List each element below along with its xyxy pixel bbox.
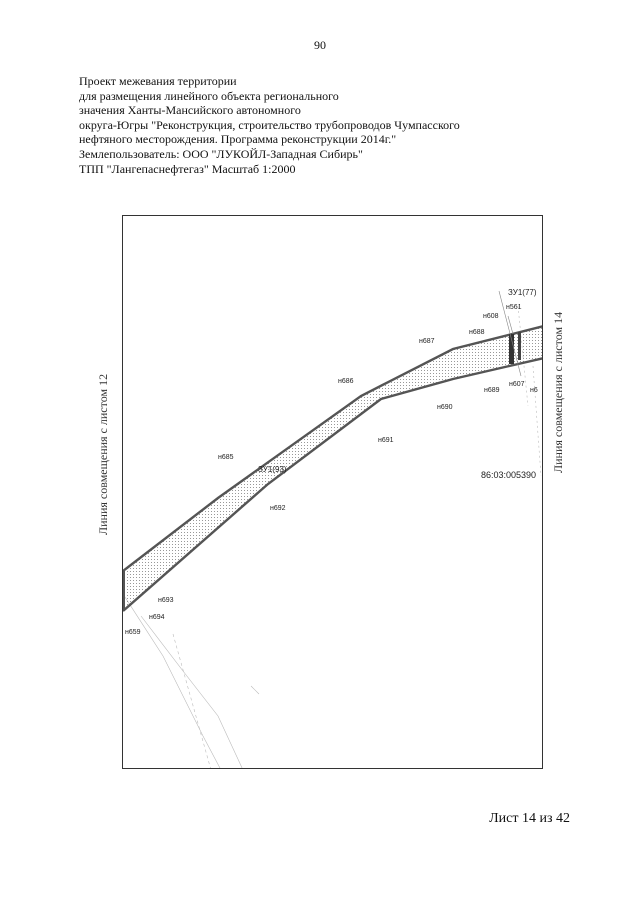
header-line: нефтяного месторождения. Программа реконструкции 2014г."	[79, 132, 397, 147]
page-number: 90	[314, 38, 326, 52]
easement-strip	[123, 326, 543, 611]
point-label: н692	[270, 505, 286, 512]
sheet-number: Лист 14 из 42	[489, 811, 570, 826]
point-label: н686	[338, 378, 354, 385]
header-line: Проект межевания территории	[79, 74, 237, 88]
point-label: н690	[437, 404, 453, 411]
point-label: н688	[469, 329, 485, 336]
lower-boundary	[123, 358, 543, 611]
cadastral-number: 86:03:005390	[481, 470, 537, 480]
point-label: н607	[509, 381, 525, 388]
point-label: н6	[530, 387, 538, 394]
document-header	[79, 74, 460, 176]
header-line: ТПП "Лангепаснефтегаз" Масштаб 1:2000	[79, 161, 296, 176]
survey-map	[122, 215, 543, 769]
leader-line	[508, 316, 513, 334]
point-label: н694	[149, 614, 165, 621]
header-line: для размещения линейного объекта регионального	[79, 88, 339, 103]
point-label: н689	[484, 387, 500, 394]
point-label: н561	[506, 304, 522, 311]
point-label: н659	[125, 629, 141, 636]
point-label: н687	[419, 338, 435, 345]
map-drawing	[123, 216, 543, 769]
point-label: н685	[218, 454, 234, 461]
header-line: округа-Югры "Реконструкция, строительство трубопроводов Чумпасского	[79, 117, 460, 132]
left-match-line-label: Линия совмещения с листом 12	[96, 373, 110, 535]
point-label: н693	[158, 597, 174, 604]
right-match-line-label: Линия совмещения с листом 14	[551, 311, 565, 473]
parcel-label: ЗУ1(77)	[508, 288, 537, 297]
parcel-block	[518, 332, 521, 360]
point-label: н608	[483, 313, 499, 320]
header-line: значения Ханты-Мансийского автономного	[79, 103, 301, 118]
point-label: н691	[378, 437, 394, 444]
parcel-label: ЗУ1(93)	[258, 465, 287, 474]
header-line: Землепользователь: ООО "ЛУКОЙЛ-Западная Сибирь"	[79, 146, 363, 161]
